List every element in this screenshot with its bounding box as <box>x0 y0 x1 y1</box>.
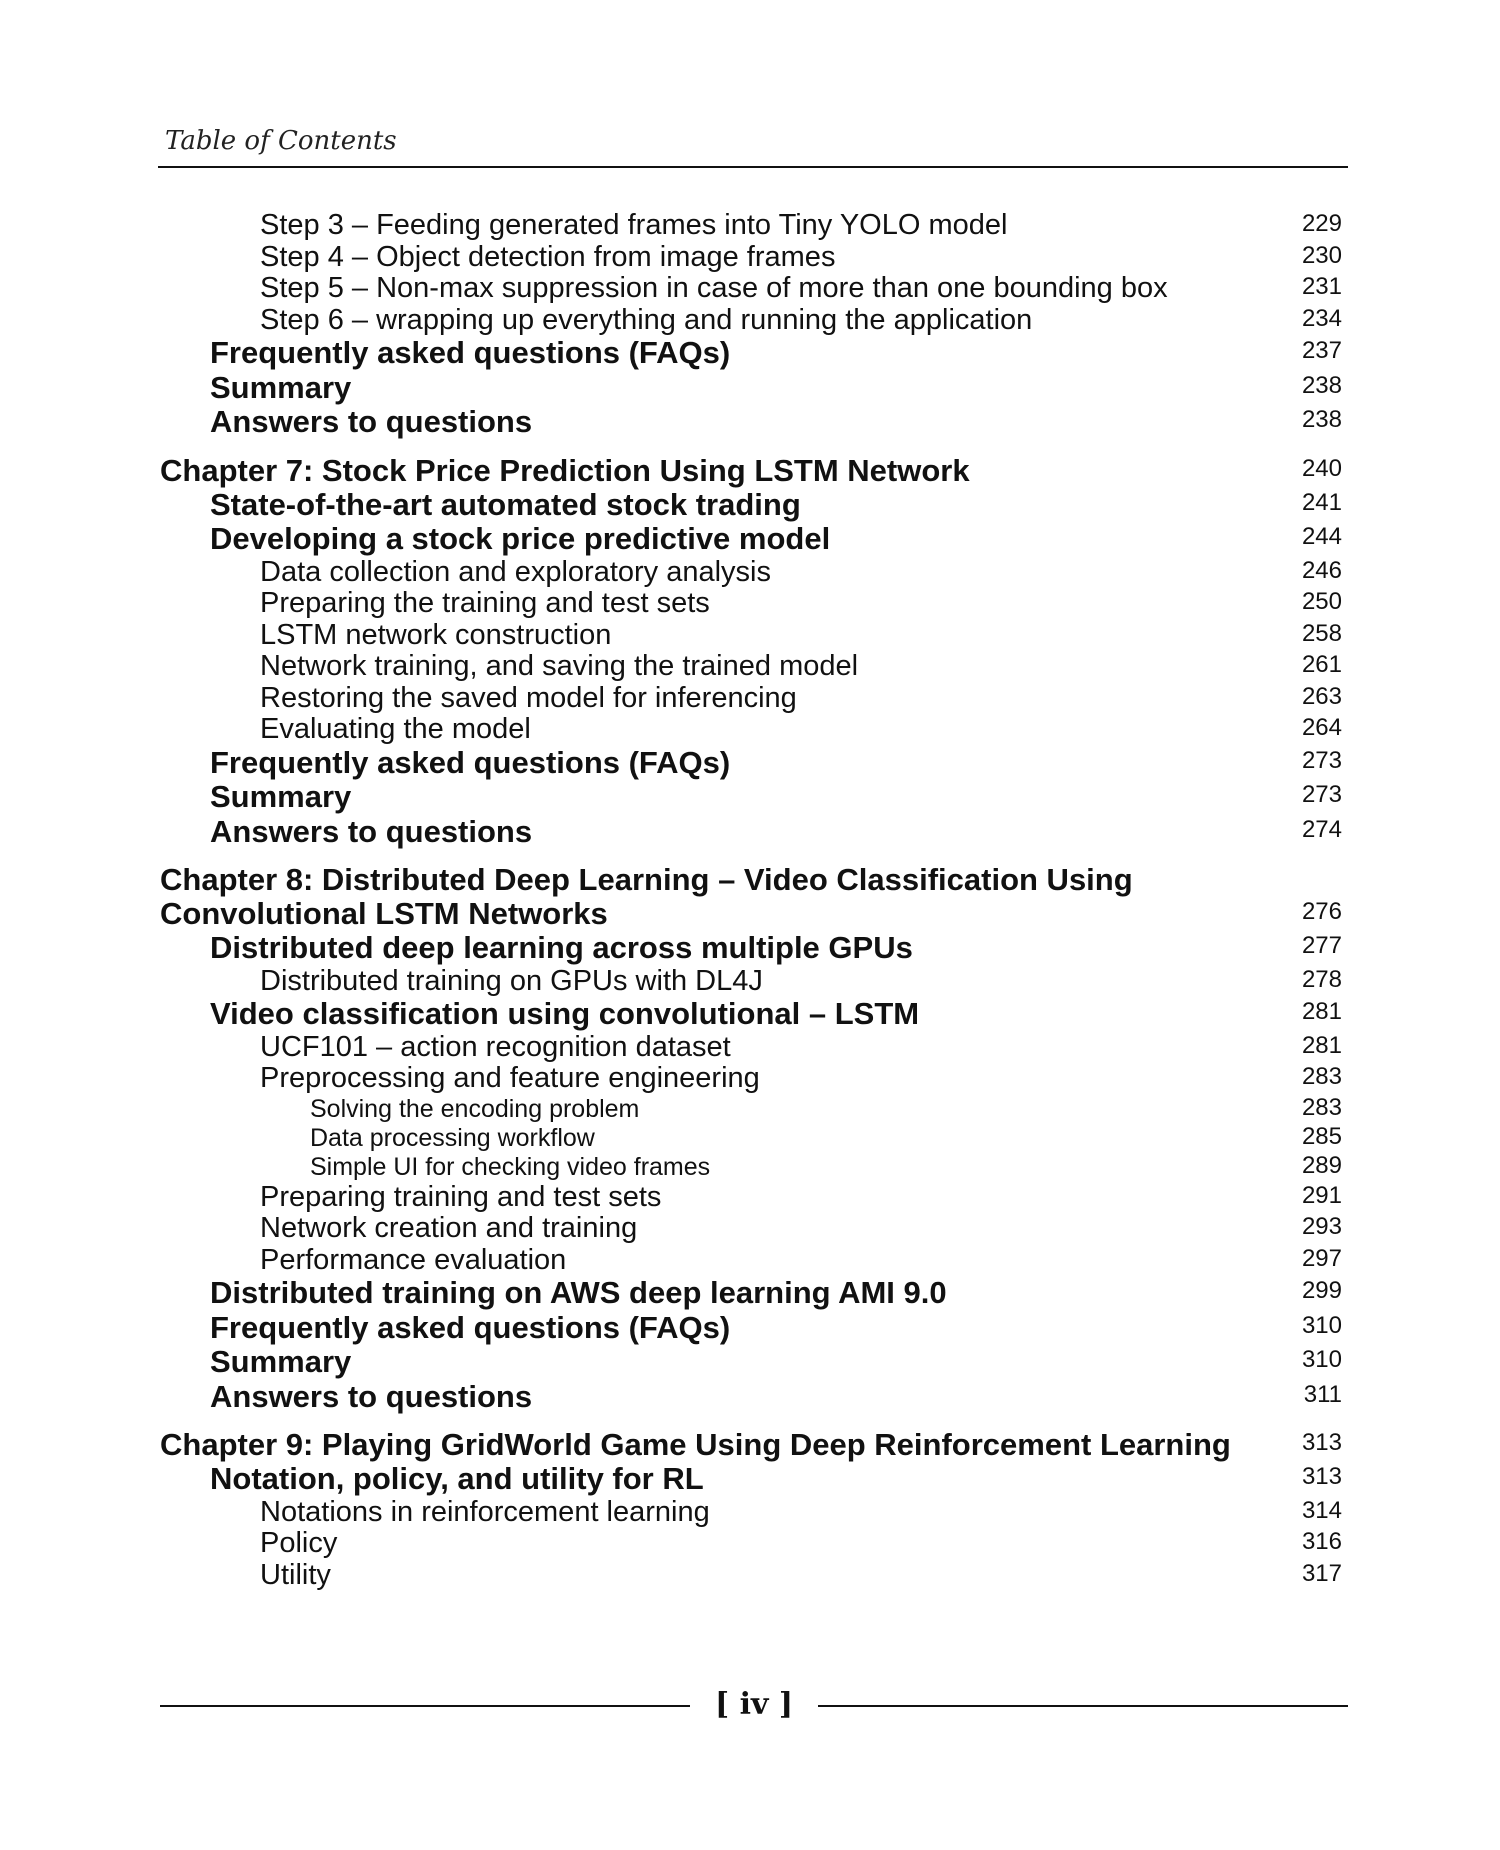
toc-entry-page-number: 313 <box>1301 1429 1342 1456</box>
toc-entry-title: Summary <box>210 1344 352 1379</box>
toc-entry-title: Network creation and training <box>260 1212 638 1244</box>
toc-entry-title: Step 6 – wrapping up everything and running the application <box>260 303 1033 336</box>
toc-entry-title: Frequently asked questions (FAQs) <box>210 335 731 370</box>
toc-entry-sub[interactable] <box>160 305 1348 337</box>
toc-entry-page-number: 244 <box>1301 523 1342 550</box>
toc-entry-sub[interactable] <box>160 966 1348 998</box>
toc-entry-page-number: 261 <box>1301 651 1342 678</box>
toc-entry-page-number: 283 <box>1301 1093 1342 1121</box>
toc-entry-page-number: 314 <box>1301 1496 1342 1524</box>
toc-entry-sub[interactable] <box>160 714 1348 746</box>
toc-entry-page-number: 273 <box>1301 781 1342 808</box>
toc-entry-sub[interactable] <box>160 683 1348 715</box>
toc-entry-section[interactable] <box>160 371 1348 406</box>
toc-entry-section[interactable] <box>160 488 1348 523</box>
toc-entry-page-number: 238 <box>1301 371 1342 399</box>
toc-entry-sub[interactable] <box>160 242 1348 274</box>
toc-entry-sub[interactable] <box>160 620 1348 652</box>
toc-entry-sub[interactable] <box>160 1528 1348 1560</box>
toc-entry-page-number: 289 <box>1301 1151 1342 1179</box>
toc-entry-page-number: 285 <box>1301 1122 1342 1150</box>
toc-entry-title: Restoring the saved model for inferencing <box>260 681 797 714</box>
toc-entry-section[interactable] <box>160 1345 1348 1380</box>
toc-entry-page-number: 311 <box>1303 1380 1342 1408</box>
toc-entry-title: Simple UI for checking video frames <box>310 1152 711 1181</box>
toc-entry-title: Preparing the training and test sets <box>260 587 710 619</box>
running-header: Table of Contents <box>165 126 397 156</box>
toc-entry-title: Performance evaluation <box>260 1243 567 1276</box>
toc-entry-title: Summary <box>210 369 352 405</box>
toc-entry-title: Notation, policy, and utility for RL <box>210 1461 704 1496</box>
toc-entry-title: Developing a stock price predictive model <box>210 521 831 556</box>
footer-rule-right <box>818 1705 1348 1707</box>
toc-entry-page-number: 250 <box>1301 588 1342 615</box>
toc-entry-page-number: 231 <box>1301 273 1342 300</box>
toc-entry-page-number: 240 <box>1301 454 1342 482</box>
toc-entry-title: Frequently asked questions (FAQs) <box>210 1309 731 1345</box>
toc-entry-title: Evaluating the model <box>260 713 531 745</box>
toc-entry-page-number: 313 <box>1301 1463 1342 1490</box>
toc-entry-title: Solving the encoding problem <box>310 1094 640 1123</box>
toc-entry-title: Distributed training on AWS deep learning AMI 9.0 <box>210 1275 947 1310</box>
toc-entry-section[interactable] <box>160 931 1348 966</box>
toc-entry-page-number: 283 <box>1301 1063 1342 1090</box>
toc-entry-title: Step 3 – Feeding generated frames into Tiny YOLO model <box>260 209 1008 241</box>
toc-entry-title: Data processing workflow <box>310 1123 595 1152</box>
toc-entry-title: Answers to questions <box>210 1378 533 1414</box>
toc-entry-page-number: 230 <box>1301 241 1342 269</box>
toc-entry-page-number: 264 <box>1301 714 1342 741</box>
toc-entry-section[interactable] <box>160 336 1348 371</box>
toc-entry-page-number: 293 <box>1301 1213 1342 1240</box>
toc-entry-page-number: 246 <box>1301 556 1342 584</box>
toc-entry-section[interactable] <box>160 522 1348 557</box>
toc-entry-title: Preprocessing and feature engineering <box>260 1062 760 1094</box>
toc-entry-sub[interactable] <box>160 1560 1348 1592</box>
toc-entry-title: Policy <box>260 1527 338 1559</box>
toc-entry-title: Data collection and exploratory analysis <box>260 555 771 588</box>
toc-entry-page-number: 273 <box>1301 746 1342 774</box>
table-of-contents <box>160 210 1348 1591</box>
toc-entry-page-number: 234 <box>1301 304 1342 332</box>
toc-entry-sub[interactable] <box>160 557 1348 589</box>
toc-entry-subsub[interactable] <box>160 1153 1348 1182</box>
toc-entry-page-number: 263 <box>1301 682 1342 710</box>
toc-entry-sub[interactable] <box>160 1213 1348 1245</box>
header-rule <box>158 166 1348 168</box>
toc-entry-title: Answers to questions <box>210 813 533 849</box>
toc-entry-title: Distributed training on GPUs with DL4J <box>260 964 763 997</box>
toc-entry-sub[interactable] <box>160 1497 1348 1529</box>
toc-entry-title: Step 5 – Non-max suppression in case of more than one bounding box <box>260 272 1168 304</box>
toc-entry-title: State-of-the-art automated stock trading <box>210 486 801 522</box>
toc-entry-title: Chapter 9: Playing GridWorld Game Using Deep Reinforcement Learning <box>160 1427 1231 1462</box>
footer-page-number: [ iv ] <box>714 1687 794 1722</box>
toc-entry-page-number: 238 <box>1301 406 1342 433</box>
toc-entry-page-number: 316 <box>1301 1528 1342 1555</box>
toc-entry-sub[interactable] <box>160 1182 1348 1214</box>
toc-entry-page-number: 299 <box>1301 1277 1342 1304</box>
toc-entry-chapter[interactable] <box>160 863 1348 931</box>
toc-entry-page-number: 229 <box>1301 210 1342 237</box>
toc-entry-section[interactable] <box>160 780 1348 815</box>
toc-entry-title: LSTM network construction <box>260 618 612 651</box>
toc-entry-page-number: 291 <box>1301 1181 1342 1209</box>
toc-entry-page-number: 274 <box>1301 815 1342 843</box>
toc-entry-sub[interactable] <box>160 210 1348 242</box>
toc-entry-sub[interactable] <box>160 588 1348 620</box>
toc-entry-page-number: 297 <box>1301 1244 1342 1272</box>
toc-entry-sub[interactable] <box>160 273 1348 305</box>
toc-entry-sub[interactable] <box>160 1245 1348 1277</box>
toc-entry-page-number: 310 <box>1301 1346 1342 1373</box>
toc-entry-title: Utility <box>260 1558 331 1591</box>
toc-entry-section[interactable] <box>160 1311 1348 1346</box>
toc-entry-title: Distributed deep learning across multiple GPUs <box>210 930 913 965</box>
toc-entry-chapter[interactable] <box>160 1428 1348 1462</box>
toc-entry-section[interactable] <box>160 997 1348 1032</box>
toc-entry-title: Summary <box>210 779 352 814</box>
toc-entry-section[interactable] <box>160 815 1348 850</box>
toc-entry-subsub[interactable] <box>160 1124 1348 1153</box>
page-footer <box>160 1688 1348 1722</box>
toc-entry-title: Network training, and saving the trained model <box>260 650 859 682</box>
toc-entry-title: Video classification using convolutional – LSTM <box>210 996 920 1031</box>
toc-entry-page-number: 278 <box>1301 965 1342 993</box>
toc-entry-page-number: 277 <box>1301 932 1342 959</box>
toc-entry-title: Notations in reinforcement learning <box>260 1495 710 1528</box>
toc-entry-section[interactable] <box>160 746 1348 781</box>
toc-entry-title: Chapter 8: Distributed Deep Learning – Video Classification Using Convolutional LSTM Networks <box>160 862 1133 931</box>
toc-entry-title: Preparing training and test sets <box>260 1180 662 1213</box>
toc-entry-section[interactable] <box>160 1276 1348 1311</box>
toc-entry-page-number: 241 <box>1301 488 1342 516</box>
toc-entry-sub[interactable] <box>160 1063 1348 1095</box>
toc-entry-page-number: 317 <box>1301 1559 1342 1587</box>
toc-entry-sub[interactable] <box>160 1032 1348 1064</box>
toc-entry-page-number: 258 <box>1301 619 1342 647</box>
toc-entry-title: Chapter 7: Stock Price Prediction Using LSTM Network <box>160 452 970 488</box>
toc-entry-page-number: 281 <box>1301 998 1342 1025</box>
toc-entry-chapter[interactable] <box>160 454 1348 488</box>
toc-entry-page-number: 281 <box>1301 1031 1342 1059</box>
toc-entry-subsub[interactable] <box>160 1095 1348 1124</box>
toc-entry-title: Step 4 – Object detection from image frames <box>260 240 836 273</box>
toc-entry-page-number: 310 <box>1301 1311 1342 1339</box>
toc-entry-section[interactable] <box>160 1462 1348 1497</box>
toc-entry-page-number: 276 <box>1301 898 1342 925</box>
toc-entry-page-number: 237 <box>1301 337 1342 364</box>
toc-entry-sub[interactable] <box>160 651 1348 683</box>
toc-entry-title: Answers to questions <box>210 404 533 439</box>
toc-entry-title: Frequently asked questions (FAQs) <box>210 744 731 780</box>
toc-entry-section[interactable] <box>160 405 1348 440</box>
toc-entry-section[interactable] <box>160 1380 1348 1415</box>
toc-entry-title: UCF101 – action recognition dataset <box>260 1030 731 1063</box>
